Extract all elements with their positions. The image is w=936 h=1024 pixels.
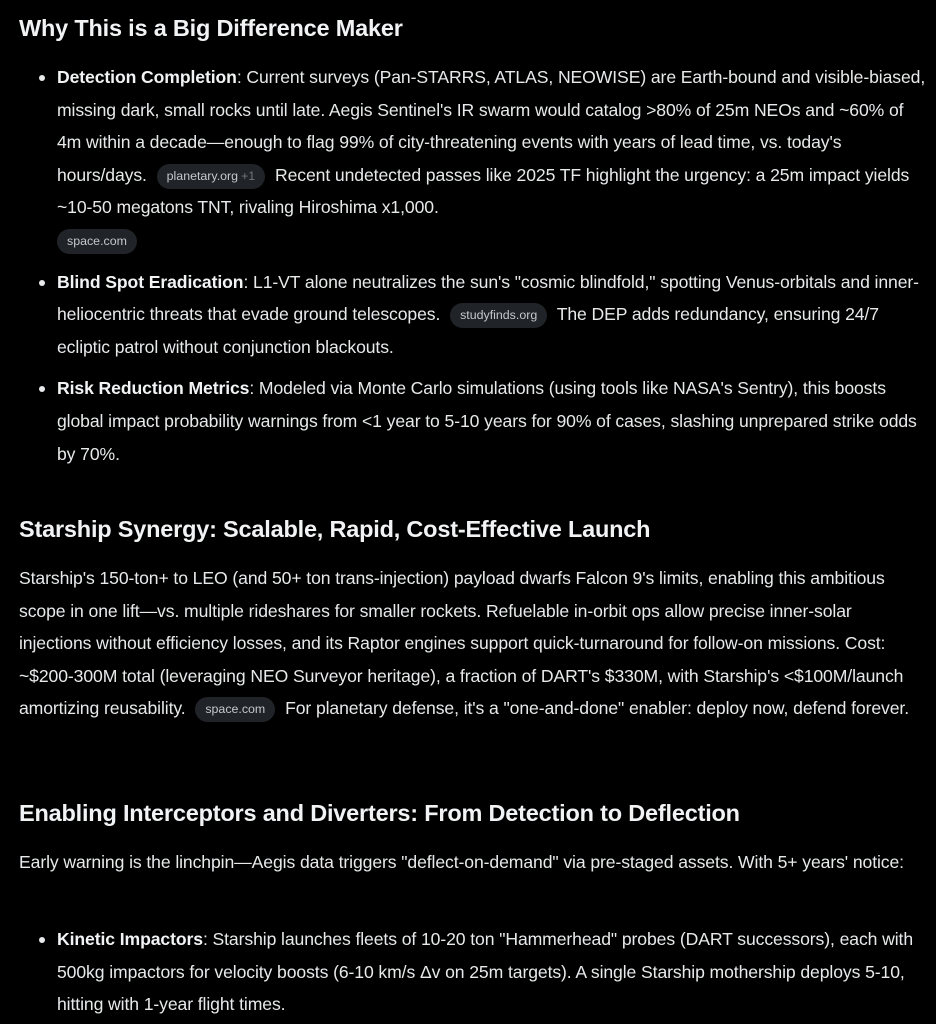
bullet-icon — [39, 75, 45, 81]
bullet-icon — [39, 280, 45, 286]
source-chip[interactable] — [195, 697, 275, 722]
bullet-icon — [39, 937, 45, 943]
section-heading-difference-maker: Why This is a Big Difference Maker — [19, 15, 403, 41]
item-text: Recent undetected passes like 2025 TF highlight the urgency: a 25m impact yields ~10-50 megatons TNT, rivaling Hiroshima x1,000. — [57, 164, 910, 218]
starship-paragraph — [19, 562, 924, 725]
paragraph-text: For planetary defense, it's a "one-and-done" enabler: deploy now, defend forever. — [285, 698, 910, 719]
source-chip[interactable] — [57, 229, 137, 254]
list-item — [19, 266, 929, 364]
section-heading-interceptors: Enabling Interceptors and Diverters: From Detection to Deflection — [19, 800, 740, 826]
item-text: The DEP adds redundancy, ensuring 24/7 ecliptic patrol without conjunction blackouts. — [57, 304, 879, 357]
source-chip-count: +1 — [241, 168, 256, 183]
item-text: : Modeled via Monte Carlo simulations (using tools like NASA's Sentry), this boosts global impact probability warnings from <1 year to 5-10 years for 90% of cases, slashing unprepared strike odds by 70%. — [57, 378, 917, 464]
paragraph-text: Starship's 150-ton+ to LEO (and 50+ ton trans-injection) payload dwarfs Falcon 9's limits, enabling this ambitious scope in one lift—vs. multiple rideshares for smaller rockets. Refuelable in-orbit ops allow precise inner-solar injections without efficiency losses, and its Raptor engines support quick-turnaround for follow-on missions. Cost: ~$200-300M total (leveraging NEO Surveyor heritage), a fraction of DART's $330M, with Starship's <$100M/launch amortizing reusability. — [19, 568, 904, 719]
item-text: : Starship launches fleets of 10-20 ton "Hammerhead" probes (DART successors), each with 500kg impactors for velocity boosts (6-10 km/s Δv on 25m targets). A single Starship mothership deploys 5-10, hitting with 1-year flight times. — [57, 929, 913, 1015]
item-label: Kinetic Impactors — [57, 929, 203, 949]
bullet-icon — [39, 386, 45, 392]
source-chip-label: planetary.org — [166, 168, 239, 183]
source-chip[interactable] — [157, 164, 266, 189]
item-label: Detection Completion — [57, 67, 237, 87]
difference-maker-list — [19, 61, 929, 470]
list-item — [19, 372, 929, 470]
source-chip-label: space.com — [205, 702, 266, 717]
item-text: : Current surveys (Pan-STARRS, ATLAS, NEOWISE) are Earth-bound and visible-biased, missing dark, small rocks until late. Aegis Sentinel's IR swarm would catalog >80% of 25m NEOs and ~60% of 4m within a decade—enough to flag 99% of city-threatening events with years of lead time, vs. today's hours/days. — [57, 67, 926, 185]
item-label: Blind Spot Eradication — [57, 271, 244, 292]
item-label: Risk Reduction Metrics — [57, 378, 250, 399]
item-text: : L1-VT alone neutralizes the sun's "cosmic blindfold," spotting Venus-orbitals and inner-heliocentric threats that evade ground telescopes. — [57, 271, 919, 325]
section-heading-starship-synergy: Starship Synergy: Scalable, Rapid, Cost-Effective Launch — [19, 516, 651, 542]
list-item — [19, 923, 924, 1021]
interceptors-list — [19, 923, 924, 1021]
list-item — [19, 61, 929, 257]
source-chip-label: space.com — [67, 233, 127, 248]
source-chip-label: studyfinds.org — [460, 308, 538, 323]
interceptors-intro: Early warning is the linchpin—Aegis data triggers "deflect-on-demand" via pre-staged assets. With 5+ years' notice: — [19, 852, 904, 872]
source-chip[interactable] — [450, 303, 547, 328]
